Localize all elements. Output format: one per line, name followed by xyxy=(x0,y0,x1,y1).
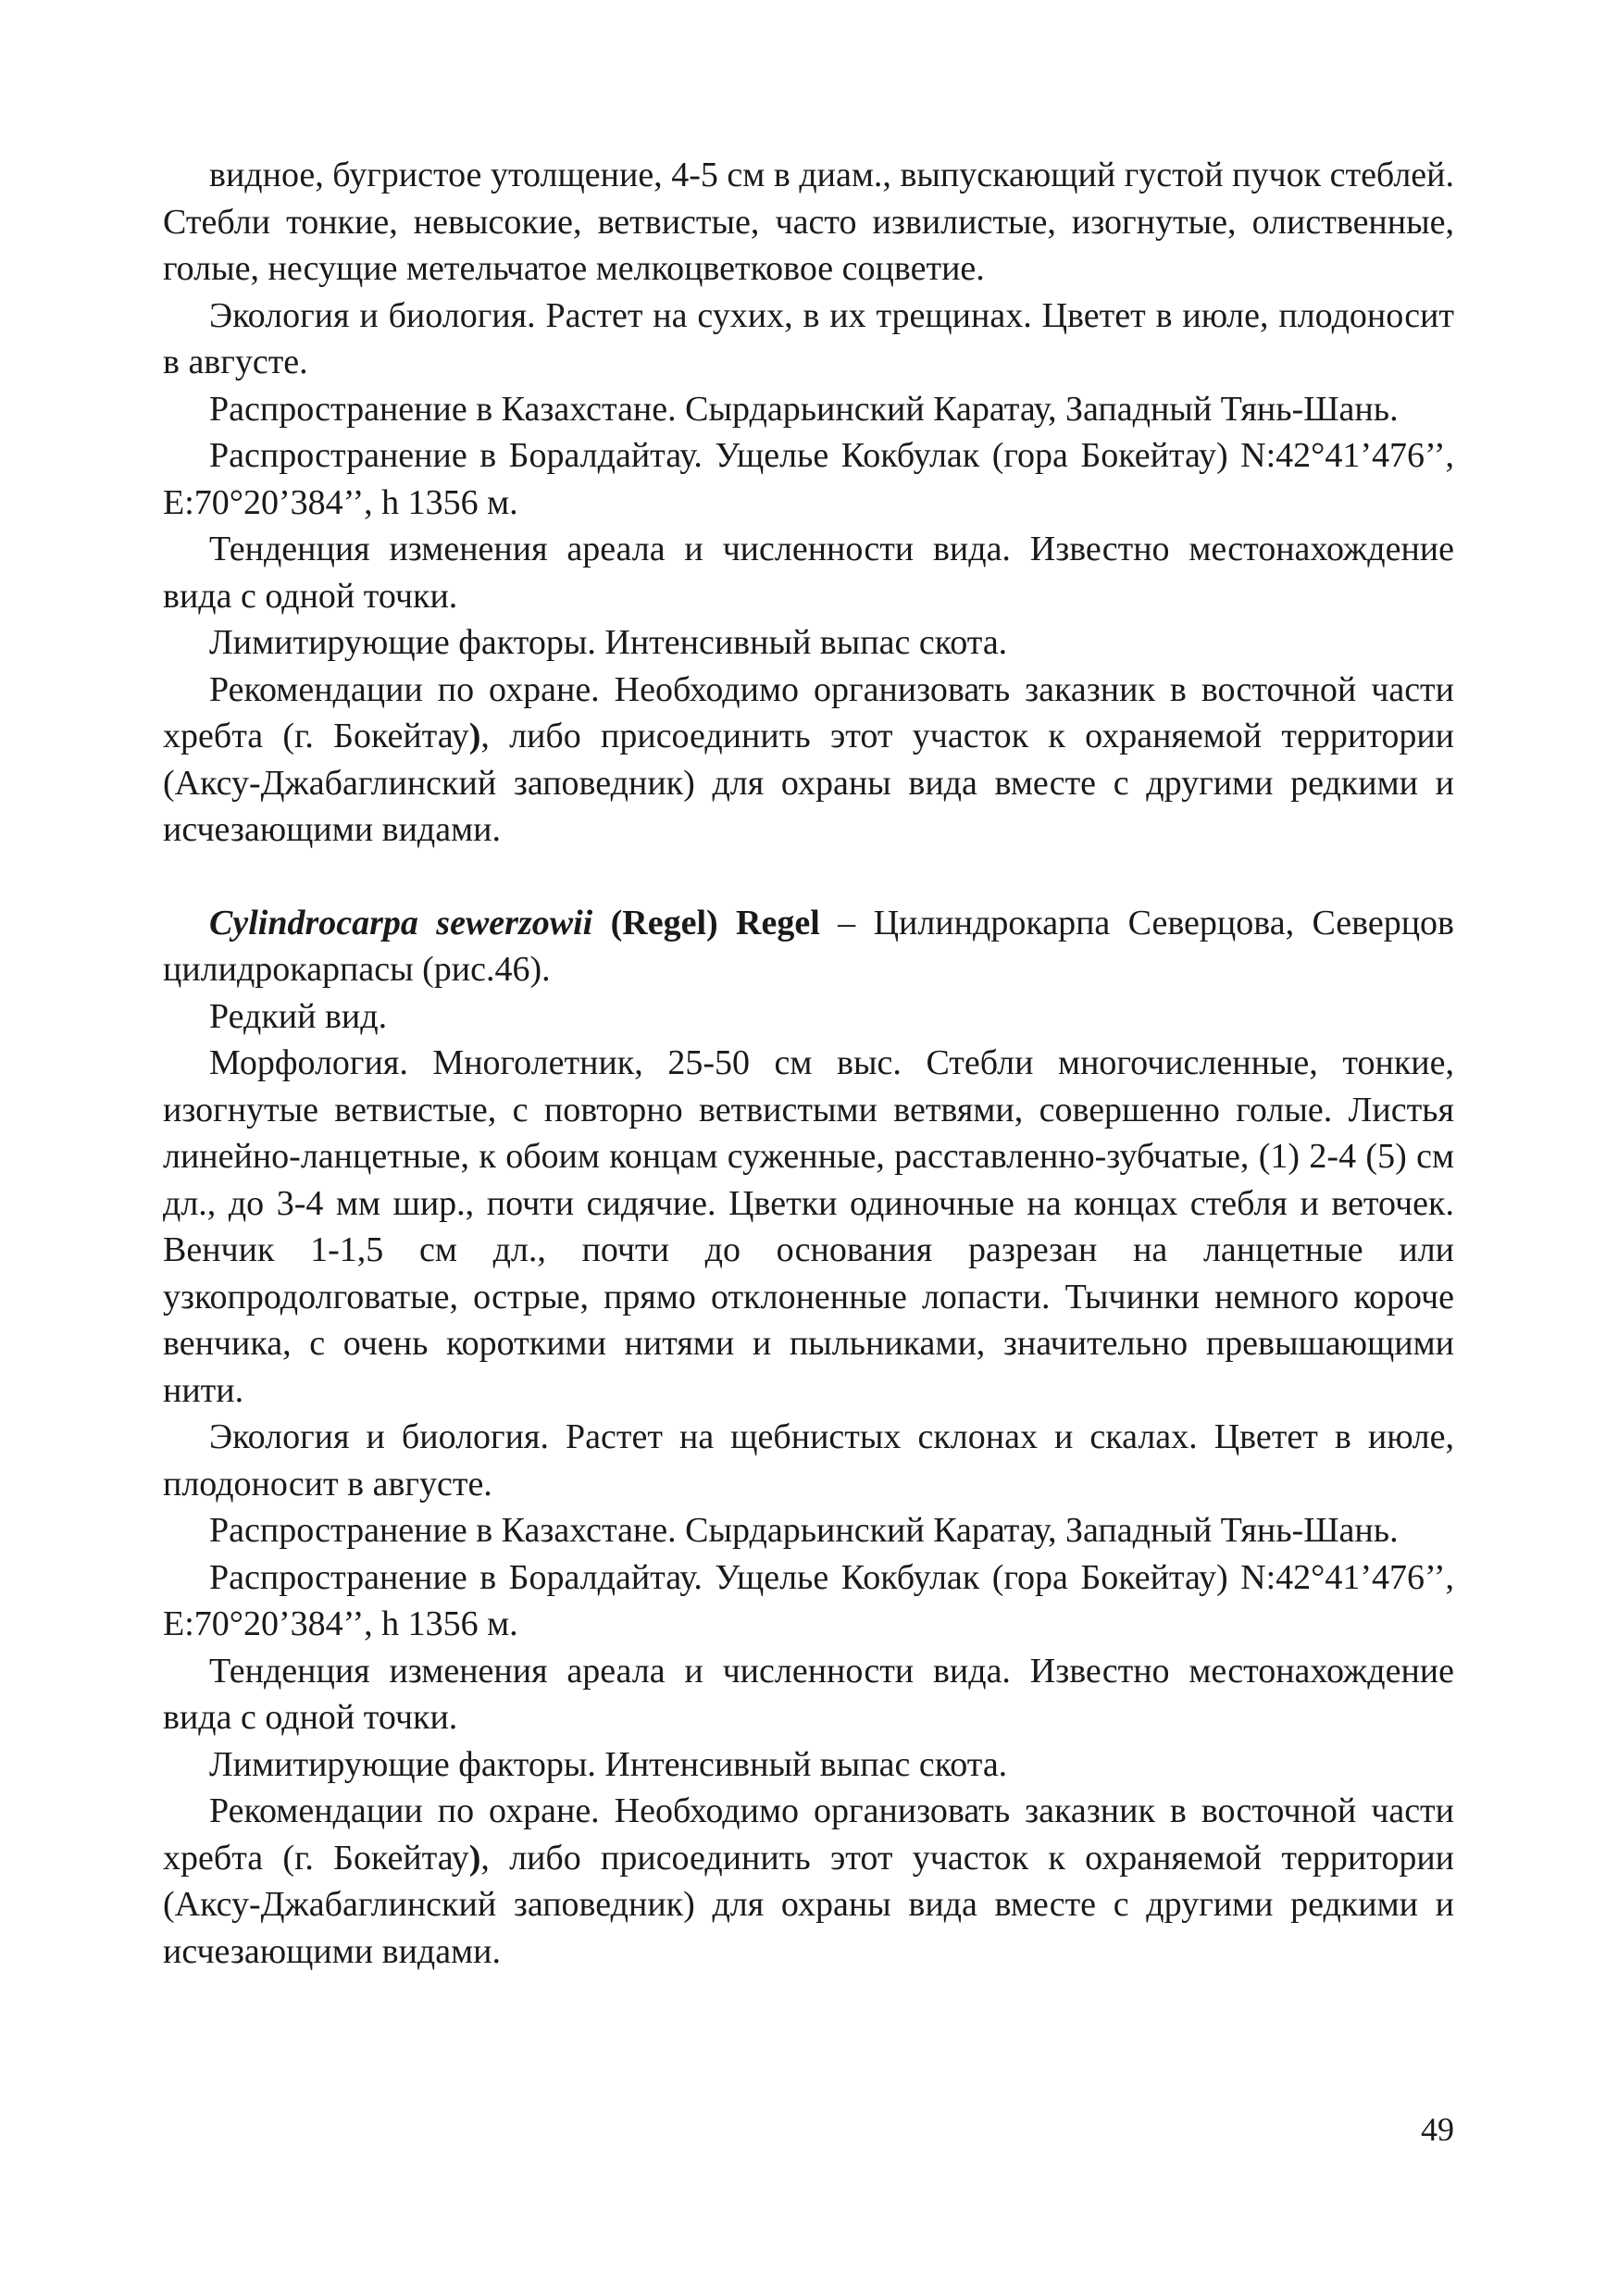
recommendations-text-a: Рекомендации по охране. Необходимо организовать заказник в восточной части хребта (г. Бокейтау xyxy=(163,1791,1454,1878)
paragraph-limiting-factors: Лимитирующие факторы. Интенсивный выпас скота. xyxy=(209,1744,1008,1784)
paragraph-limiting-factors: Лимитирующие факторы. Интенсивный выпас скота. xyxy=(209,623,1008,662)
page-number: 49 xyxy=(1421,2111,1454,2148)
paragraph-distribution-kazakhstan: Распространение в Казахстане. Сырдарьинский Каратау, Западный Тянь-Шань. xyxy=(209,1511,1399,1550)
paragraph-distribution-kazakhstan: Распространение в Казахстане. Сырдарьинский Каратау, Западный Тянь-Шань. xyxy=(209,389,1399,429)
recommendations-paren: ) xyxy=(468,717,481,755)
paragraph-ecology: Экология и биология. Растет на сухих, в их трещинах. Цветет в июле, плодоносит в августе. xyxy=(163,295,1454,381)
paragraph-status: Редкий вид. xyxy=(209,996,388,1036)
species-title xyxy=(163,900,1454,993)
paragraph-ecology: Экология и биология. Растет на щебнистых склонах и скалах. Цветет в июле, плодоносит в августе. xyxy=(163,1417,1454,1504)
paragraph-trend: Тенденция изменения ареала и численности вида. Известно местонахождение вида с одной точки. xyxy=(163,1651,1454,1737)
species-latin-name: Cylindrocarpa sewerzowii xyxy=(209,903,593,942)
section-spacer xyxy=(163,854,1454,900)
paragraph-trend: Тенденция изменения ареала и численности вида. Известно местонахождение вида с одной точки. xyxy=(163,530,1454,616)
paragraph-distribution-boraldaitau: Распространение в Боралдайтау. Ущелье Кокбулак (гора Бокейтау) N:42°41’476’’, E:70°20’384’’, h 1356 м. xyxy=(163,1557,1454,1643)
recommendations-paren: ) xyxy=(468,1838,481,1878)
paragraph-recommendations xyxy=(163,1788,1454,1975)
recommendations-text-b: , либо присоединить этот участок к охраняемой территории (Аксу-Джабаглинский заповедник) для охраны вида вместе с другими редкими и исчезающими видами. xyxy=(163,1838,1454,1971)
body-text xyxy=(163,152,1454,1975)
species-author: (Regel) Regel xyxy=(610,903,820,942)
species-common-names: – Цилиндрокарпа Северцова, Северцов цилидрокарпасы (рис.46). xyxy=(163,903,1455,989)
paragraph-morphology: Морфология. Многолетник, 25-50 см выс. Стебли многочисленные, тонкие, изогнутые ветвистые, с повторно ветвистыми ветвями, совершенно голые. Листья линейно-ланцетные, к обоим концам суженные, расставленно-зубчатые, (1) 2-4 (5) см дл., до 3-4 мм шир., почти сидячие. Цветки одиночные на концах стебля и веточек. Венчик 1-1,5 см дл., почти до основания разрезан на ланцетные или узкопродолговатые, острые, прямо отклоненные лопасти. Тычинки немного короче венчика, с очень короткими нитями и пыльниками, значительно превышающими нити. xyxy=(163,1043,1454,1410)
recommendations-text-b: , либо присоединить этот участок к охраняемой территории (Аксу-Джабаглинский заповедник) для охраны вида вместе с другими редкими и исчезающими видами. xyxy=(163,717,1454,849)
recommendations-text-a: Рекомендации по охране. Необходимо организовать заказник в восточной части хребта (г. Бокейтау xyxy=(163,669,1454,755)
paragraph-distribution-boraldaitau: Распространение в Боралдайтау. Ущелье Кокбулак (гора Бокейтау) N:42°41’476’’, E:70°20’384’’, h 1356 м. xyxy=(163,436,1454,522)
paragraph-recommendations xyxy=(163,667,1454,854)
paragraph-intro: видное, бугристое утолщение, 4-5 см в диам., выпускающий густой пучок стеблей. Стебли тонкие, невысокие, ветвистые, часто извилистые, изогнутые, олиственные, голые, несущие метельчатое мелкоцветковое соцветие. xyxy=(163,156,1454,288)
